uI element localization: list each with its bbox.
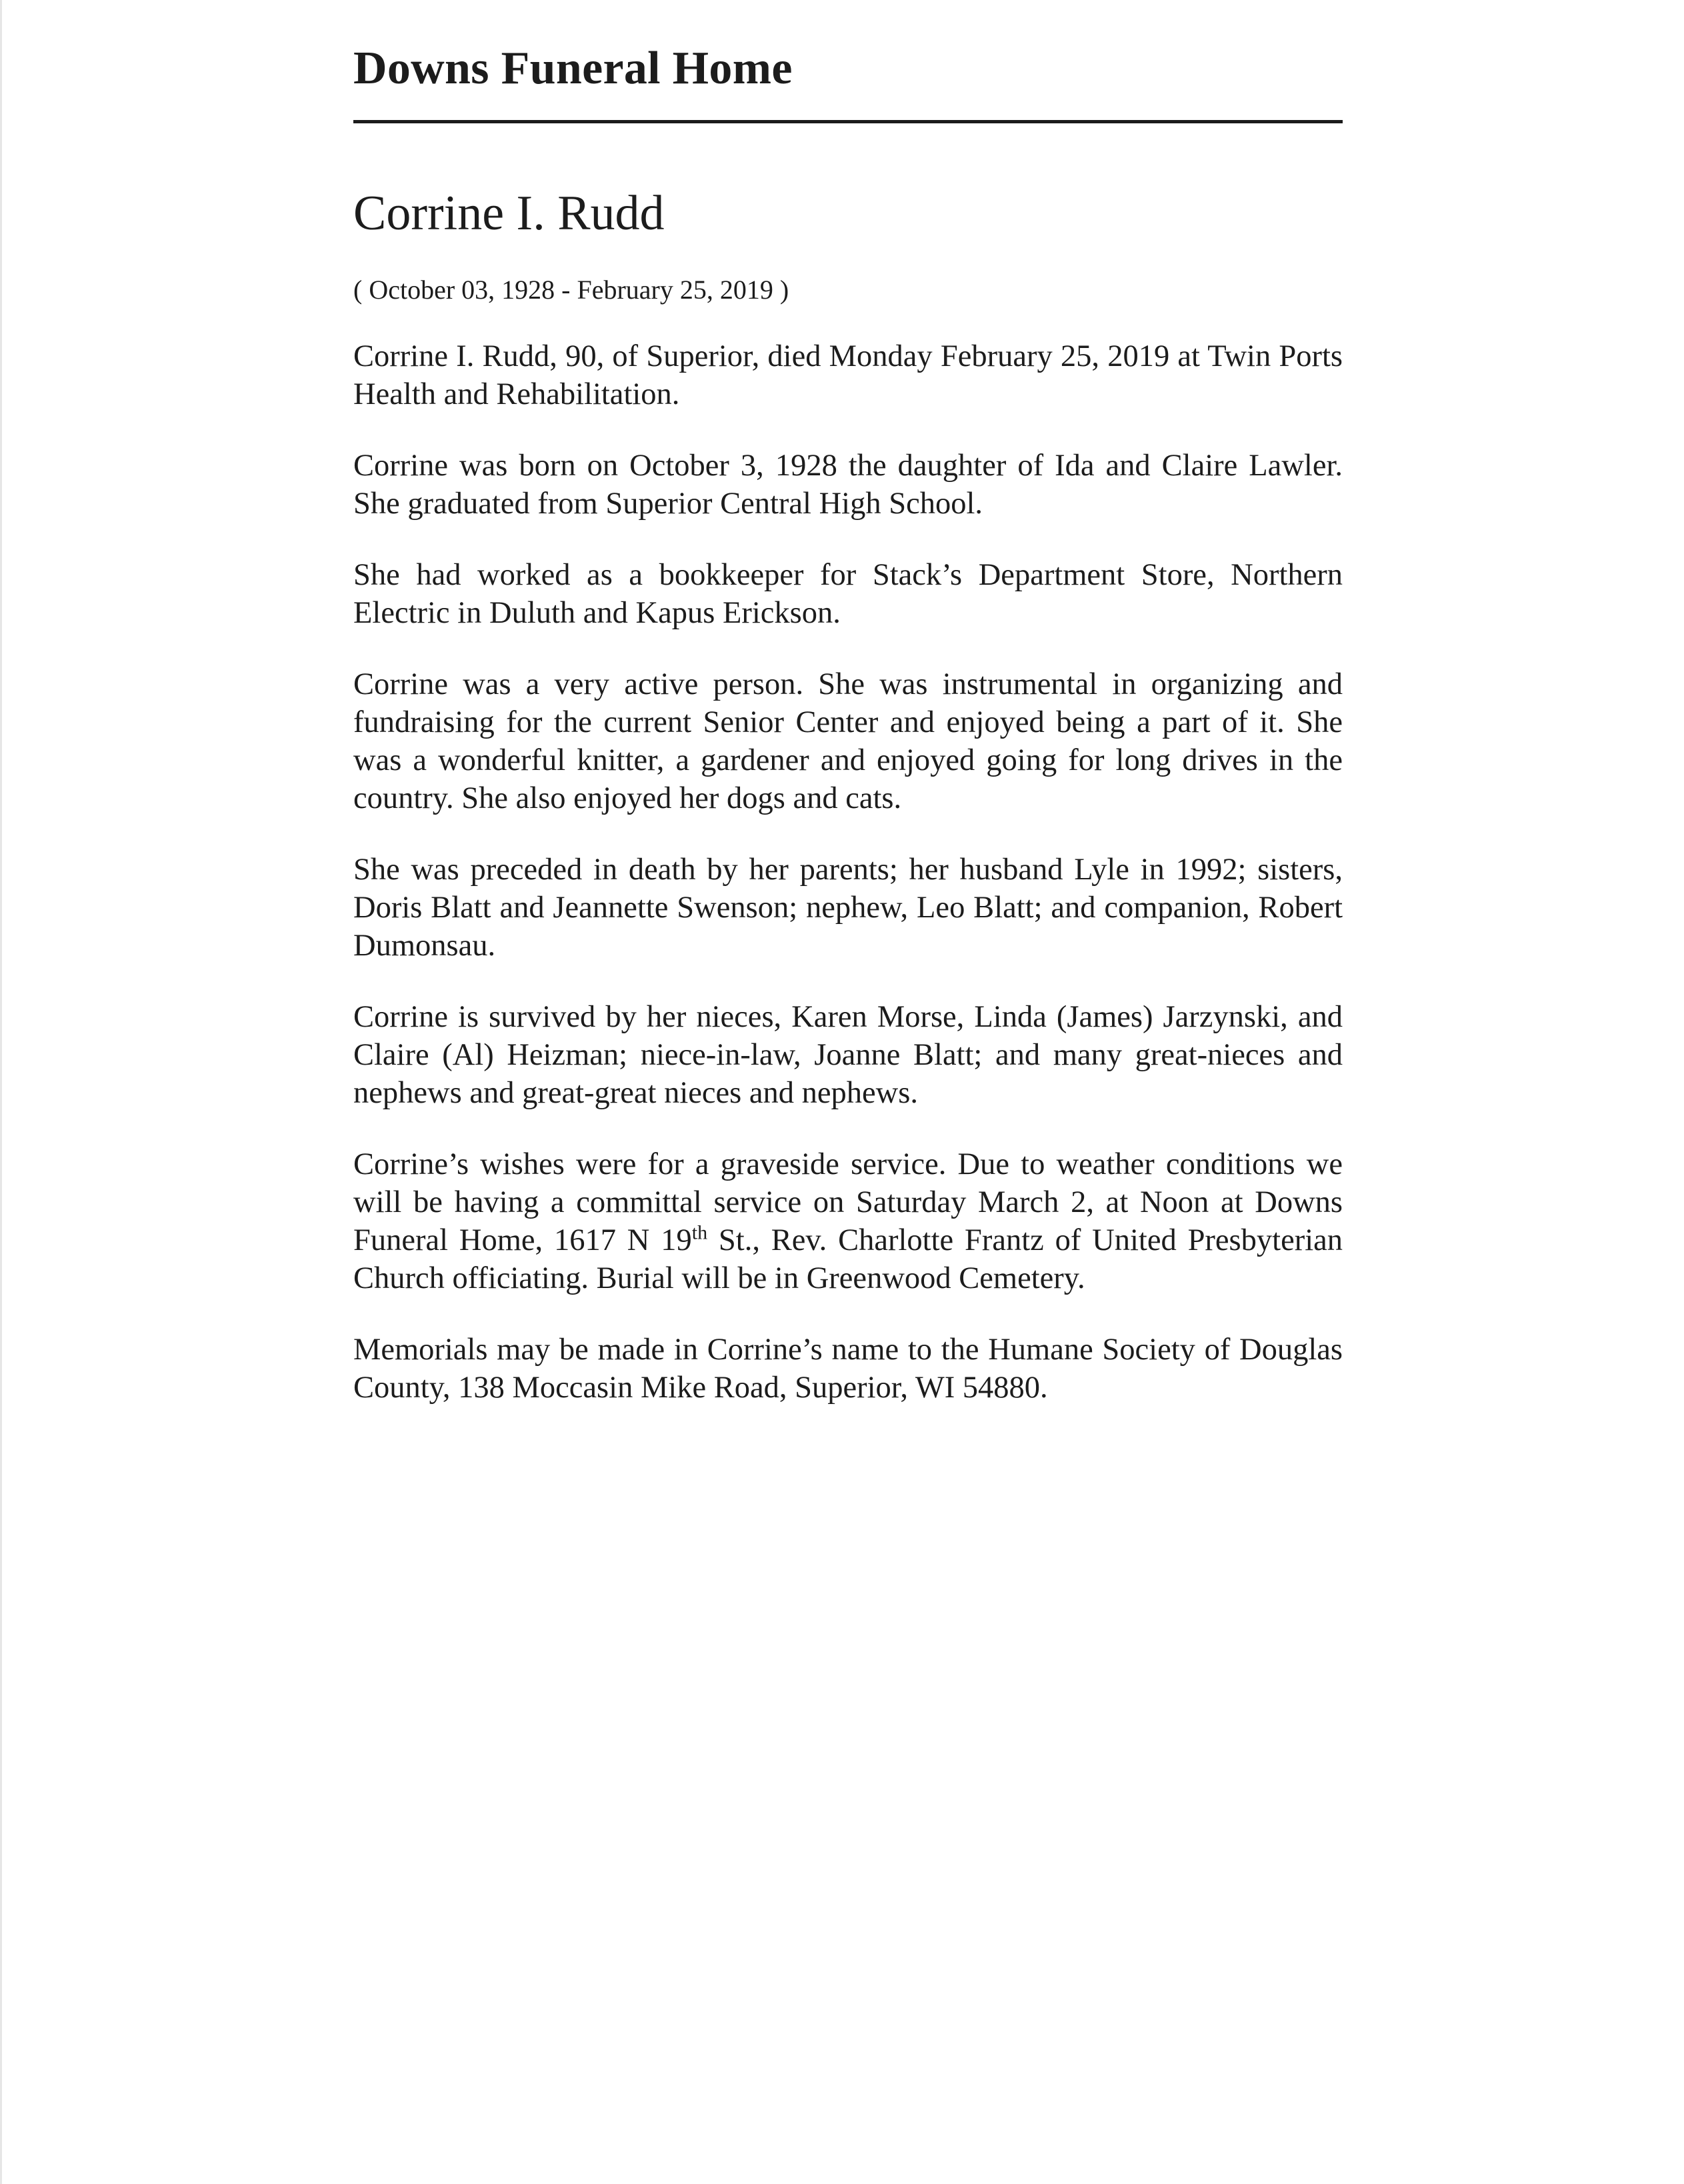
service-text-end: St., Rev. Charlotte Frantz of United Presbyterian Church officiating. Burial will be in Greenwood Cemetery. [353, 1223, 1343, 1295]
scan-edge [0, 0, 2, 2184]
life-dates: ( October 03, 1928 - February 25, 2019 ) [353, 275, 789, 305]
paragraph-survived-by: Corrine is survived by her nieces, Karen Morse, Linda (James) Jarzynski, and Claire (Al) Heizman; niece-in-law, Joanne Blatt; and many great-nieces and nephews and great-great nieces and nephews. [353, 1000, 1343, 1110]
paragraph-service [353, 1145, 1343, 1297]
deceased-name: Corrine I. Rudd [353, 186, 665, 241]
ordinal-suffix: th [691, 1221, 708, 1244]
service-text-start: Corrine’s wishes were for a graveside service. Due to weather conditions we will be having a committal service on Saturday March 2, at Noon at Downs Funeral Home, 1617 N 19 [353, 1147, 1343, 1257]
paragraph-birth: Corrine was born on October 3, 1928 the daughter of Ida and Claire Lawler. She graduated from Superior Central High School. [353, 449, 1343, 521]
paragraph-career: She had worked as a bookkeeper for Stack’s Department Store, Northern Electric in Duluth and Kapus Erickson. [353, 558, 1343, 630]
paragraph-death-notice: Corrine I. Rudd, 90, of Superior, died Monday February 25, 2019 at Twin Ports Health and Rehabilitation. [353, 339, 1343, 411]
paragraph-interests: Corrine was a very active person. She was instrumental in organizing and fundraising for the current Senior Center and enjoyed being a part of it. She was a wonderful knitter, a gardener and enjoyed going for long drives in the country. She also enjoyed her dogs and cats. [353, 667, 1343, 815]
funeral-home-title: Downs Funeral Home [353, 43, 793, 94]
obituary-body [353, 337, 1343, 1440]
paragraph-memorials: Memorials may be made in Corrine’s name to the Humane Society of Douglas County, 138 Moccasin Mike Road, Superior, WI 54880. [353, 1333, 1343, 1405]
header-divider [353, 120, 1343, 123]
paragraph-preceded-by: She was preceded in death by her parents; her husband Lyle in 1992; sisters, Doris Blatt and Jeannette Swenson; nephew, Leo Blatt; and companion, Robert Dumonsau. [353, 853, 1343, 963]
